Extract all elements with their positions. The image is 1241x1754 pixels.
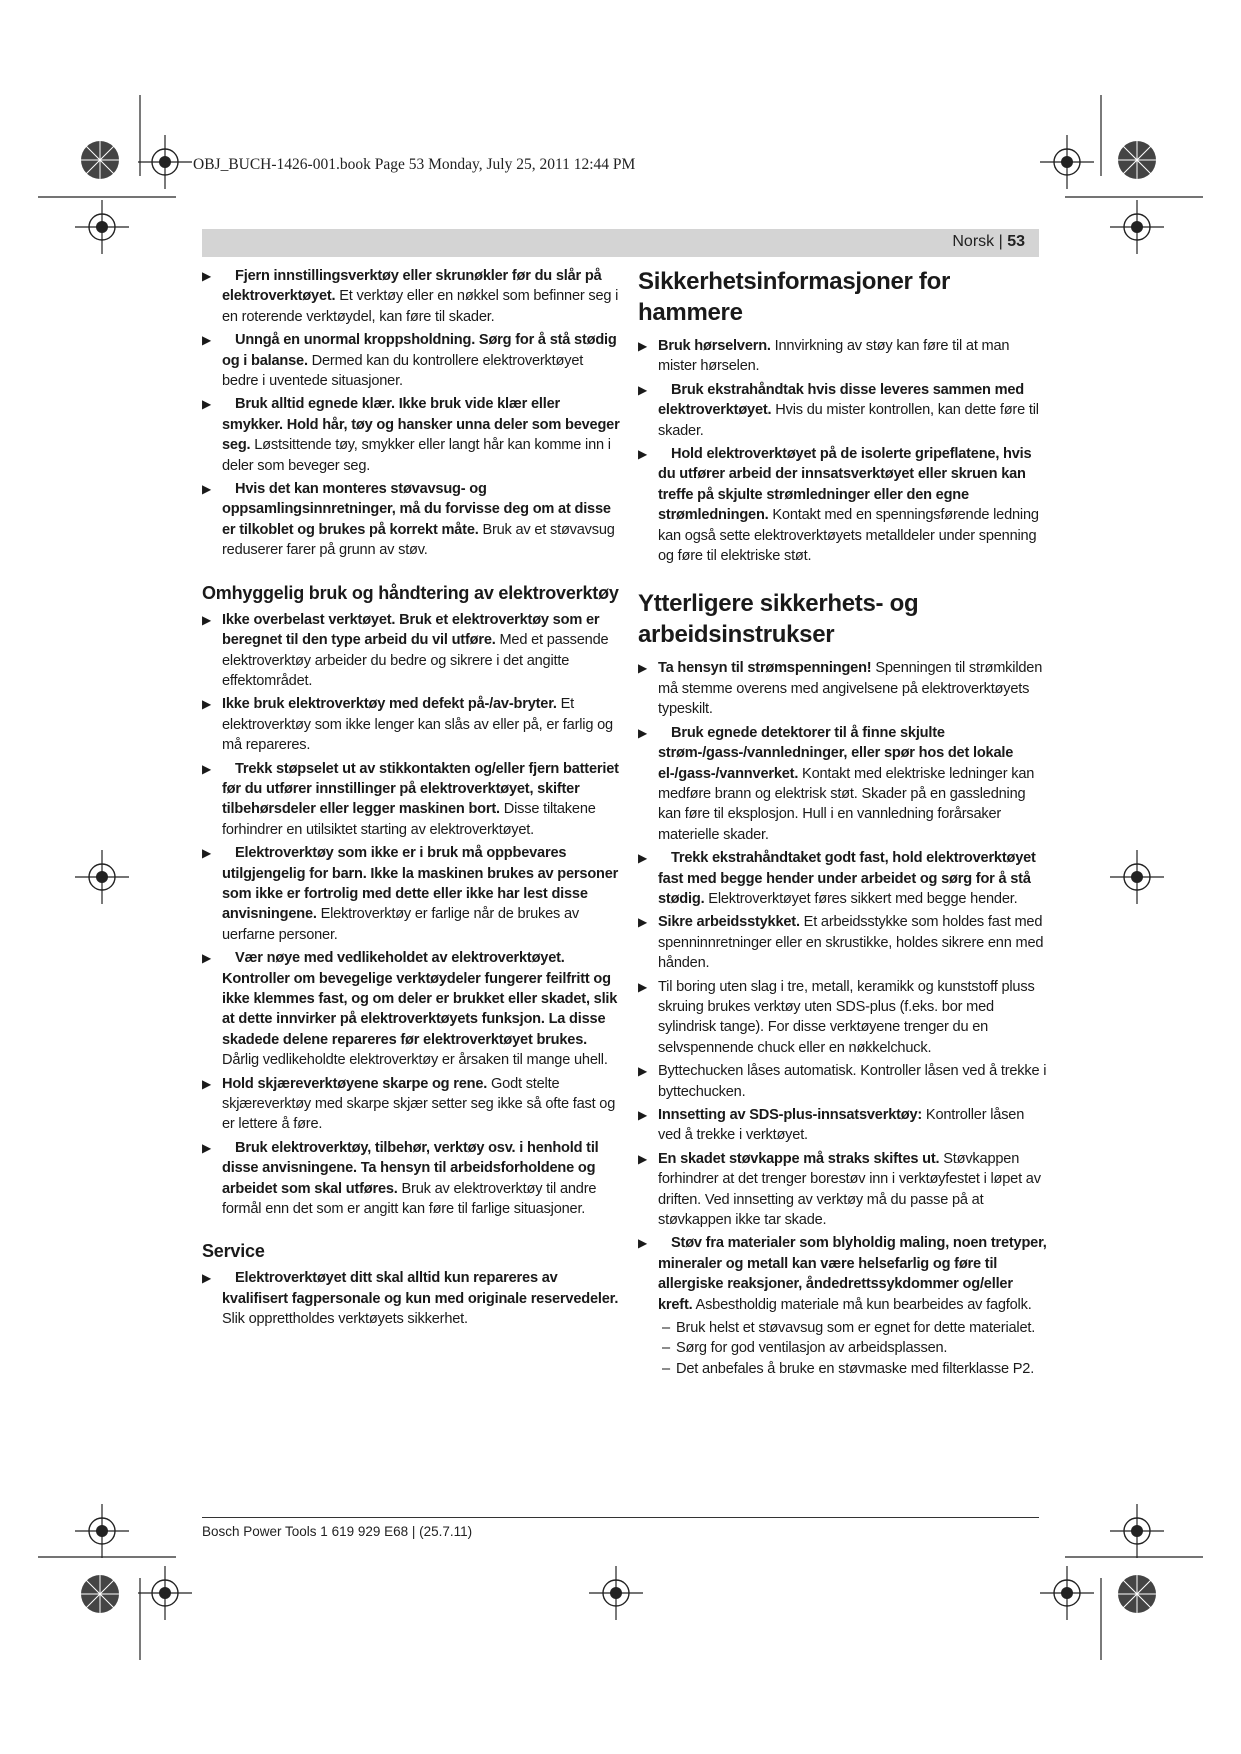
item-text: Løstsittende tøy, smykker eller langt hår kan komme inn i deler som beveger seg.: [222, 437, 611, 474]
list-item: [202, 694, 620, 755]
list-item: [638, 848, 1048, 909]
list-item: [202, 330, 620, 391]
list-item: [638, 336, 1048, 377]
running-header: [202, 229, 1039, 257]
bullet-icon: ▶: [202, 269, 212, 283]
section-heading-hammer: Sikkerhetsinformasjoner for hammere: [638, 268, 950, 326]
bullet-icon: ▶: [638, 1236, 648, 1251]
header-separator: |: [994, 233, 1008, 250]
item-bold: Bruk hørselvern.: [658, 338, 771, 354]
bullet-icon: ▶: [638, 915, 648, 930]
item-bold: Unngå en unormal kroppsholdning. Sørg for å stå stødig og i balanse.: [222, 332, 617, 369]
list-item: [638, 658, 1048, 719]
list-item: [638, 1149, 1048, 1231]
bullet-icon: ▶: [202, 846, 212, 861]
item-text: Byttechucken låses automatisk. Kontroller låsen ved å trekke i byttechucken.: [658, 1063, 1047, 1100]
dash-item-text: Bruk helst et støvavsug som er egnet for dette materialet.: [676, 1320, 1036, 1337]
item-text: Bruk av elektroverktøy til andre formål enn det som er angitt kan føre til farlige situasjoner.: [222, 1180, 597, 1218]
bullet-icon: ▶: [638, 725, 648, 740]
bullet-icon: ▶: [638, 447, 648, 462]
item-bold: Hold elektroverktøyet på de isolerte gripeflatene, hvis du utfører arbeid der innsatsverktøyet eller skruen kan treffe på skjulte strømledninger eller den egne strømledningen.: [658, 446, 1032, 524]
item-bold: Fjern innstillingsverktøy eller skrunøkler før du slår på elektroverktøyet.: [222, 268, 602, 305]
dash-icon: –: [662, 1340, 670, 1357]
dash-item-text: Det anbefales å bruke en støvmaske med filterklasse P2.: [676, 1360, 1035, 1377]
list-item: [638, 1061, 1048, 1102]
item-text: Elektroverktøy er farlige når de brukes av uerfarne personer.: [222, 906, 580, 943]
dash-item-text: Sørg for god ventilasjon av arbeidsplassen.: [676, 1340, 948, 1357]
bullet-icon: ▶: [638, 851, 648, 866]
item-bold: Hvis det kan monteres støvavsug- og oppsamlingsinnretninger, må du forvisse deg om at disse er tilkoblet og brukes på korrekt måte.: [222, 481, 611, 538]
page-number: 53: [1007, 233, 1025, 250]
item-bold: Elektroverktøy som ikke er i bruk må oppbevares utilgjengelig for barn. Ikke la maskinen brukes av personer som ikke er fortrolig med dette eller ikke har lest disse anvisningene.: [222, 845, 619, 923]
section-heading-care: Omhyggelig bruk og håndtering av elektroverktøy: [202, 582, 619, 603]
list-item: [202, 1138, 620, 1220]
item-text: Hvis du mister kontrollen, kan dette føre til skader.: [658, 402, 1039, 439]
dash-item: [638, 1338, 1048, 1358]
bullet-icon: ▶: [202, 951, 212, 966]
item-text: Et elektroverktøy som ikke lenger kan slås av eller på, er farlig og må repareres.: [222, 696, 613, 754]
header-label: [952, 233, 1025, 251]
item-text: Kontakt med en spenningsførende ledning kan også sette elektroverktøyets metalldeler under spenning og føre til elektriske støt.: [658, 507, 1039, 565]
list-item: [202, 266, 620, 327]
item-text: Asbestholdig materiale må kun bearbeides av fagfolk.: [692, 1296, 1032, 1313]
bullet-icon: ▶: [202, 397, 212, 412]
list-item: [638, 977, 1048, 1059]
section-heading-further: Ytterligere sikkerhets- og arbeidsinstrukser: [638, 590, 919, 649]
list-item: [202, 479, 620, 561]
list-item: [638, 1105, 1048, 1146]
bullet-icon: ▶: [202, 761, 212, 776]
list-item: [638, 1233, 1048, 1315]
list-item: [202, 1074, 620, 1135]
bullet-icon: ▶: [202, 482, 212, 497]
item-text: Kontakt med elektriske ledninger kan medføre brann og elektrisk støt. Skader på en gassledning kan føre til eksplosjon. Hull i en vannledning forårsaker materielle skader.: [658, 765, 1035, 843]
item-bold: Trekk ekstrahåndtaket godt fast, hold elektroverktøyet fast med begge hender under arbeidet og sørg for å stå stødig.: [658, 850, 1036, 907]
bullet-icon: ▶: [202, 612, 212, 627]
bullet-icon: ▶: [638, 1151, 648, 1166]
list-item: [202, 843, 620, 945]
item-bold: Hold skjæreverktøyene skarpe og rene.: [222, 1075, 488, 1092]
bullet-icon: ▶: [202, 1076, 212, 1091]
print-slug: OBJ_BUCH-1426-001.book Page 53 Monday, July 25, 2011 12:44 PM: [193, 156, 636, 173]
item-text: Godt stelte skjæreverktøy med skarpe skjær setter seg ikke så ofte fast og er lettere å føre.: [222, 1075, 616, 1133]
item-bold: Sikre arbeidsstykket.: [658, 914, 800, 931]
item-bold: Bruk alltid egnede klær. Ikke bruk vide klær eller smykker. Hold hår, tøy og hansker unna deler som beveger seg.: [222, 396, 620, 454]
list-item: [638, 380, 1048, 441]
item-bold: Trekk støpselet ut av stikkontakten og/eller fjern batteriet før du utfører innstillinger på elektroverktøyet, skifter tilbehørsdeler eller legger maskinen bort.: [222, 760, 619, 818]
header-language: Norsk: [952, 233, 995, 250]
item-text: Dårlig vedlikeholdte elektroverktøy er årsaken til mange uhell.: [222, 1052, 608, 1069]
item-bold: En skadet støvkappe må straks skiftes ut.: [658, 1150, 940, 1167]
bullet-icon: ▶: [638, 979, 648, 994]
item-bold: Ta hensyn til strømspenningen!: [658, 660, 872, 677]
list-item: [638, 723, 1048, 845]
item-text: Bruk av et støvavsug reduserer farer på grunn av støv.: [222, 521, 615, 559]
section-heading-service: Service: [202, 1241, 265, 1262]
list-item: [638, 444, 1048, 566]
left-column: [202, 266, 620, 1333]
item-bold: Elektroverktøyet ditt skal alltid kun repareres av kvalifisert fagpersonale og kun med originale reservedeler.: [222, 1270, 619, 1307]
bullet-icon: ▶: [638, 1064, 648, 1079]
item-bold: Støv fra materialer som blyholdig maling, noen tretyper, mineraler og metall kan være helsefarlig og føre til allergiske reaksjoner, åndedrettssykdommer og/eller kreft.: [658, 1235, 1047, 1313]
item-text: Slik opprettholdes verktøyets sikkerhet.: [222, 1311, 468, 1328]
bullet-icon: ▶: [638, 382, 648, 397]
item-text: Kontroller låsen ved å trekke i verktøyet.: [658, 1107, 1025, 1144]
item-text: Et verktøy eller en nøkkel som befinner seg i en roterende verktøydel, kan føre til skader.: [222, 288, 619, 325]
item-text: Spenningen til strømkilden må stemme overens med angivelsene på elektroverktøyets typeskilt.: [658, 660, 1043, 718]
item-text: Et arbeidsstykke som holdes fast med spenninnretninger eller en skrustikke, holdes sikrere enn med hånden.: [658, 914, 1044, 972]
item-text: Med et passende elektroverktøy arbeider du bedre og sikrere i det angitte effektområdet.: [222, 632, 609, 689]
item-text: Dermed kan du kontrollere elektroverktøyet bedre i uventede situasjoner.: [222, 352, 584, 390]
footer: Bosch Power Tools 1 619 929 E68 | (25.7.11): [202, 1524, 473, 1539]
bullet-icon: ▶: [202, 697, 212, 712]
dash-icon: –: [662, 1320, 670, 1337]
item-bold: Innsetting av SDS-plus-innsatsverktøy:: [658, 1107, 923, 1123]
item-text: Innvirkning av støy kan føre til at man mister hørselen.: [658, 338, 1010, 375]
item-text: Til boring uten slag i tre, metall, keramikk og kunststoff pluss skruing brukes verktøy uten SDS-plus (f.eks. bor med sylindrisk tange). For disse verktøyene trenger du en selvspennende chuck eller en nøkkelchuck.: [658, 978, 1035, 1056]
item-text: Elektroverktøyet føres sikkert med begge hender.: [704, 890, 1018, 907]
bullet-icon: ▶: [638, 339, 648, 353]
list-item: [202, 1268, 620, 1329]
bullet-icon: ▶: [638, 1108, 648, 1122]
dash-icon: –: [662, 1360, 670, 1377]
dash-item: [638, 1359, 1048, 1379]
list-item: [202, 759, 620, 841]
item-bold: Vær nøye med vedlikeholdet av elektroverktøyet. Kontroller om bevegelige verktøydeler fungerer feilfritt og ikke klemmes fast, og om deler er brukket eller skadet, slik at dette innvirker på elektroverktøyets funksjon. La disse skadede delene repareres før elektroverktøyet brukes.: [222, 950, 618, 1048]
bullet-icon: ▶: [202, 1140, 212, 1155]
item-bold: Ikke overbelast verktøyet. Bruk et elektroverktøy som er beregnet til den type arbeid du vil utføre.: [222, 611, 600, 649]
item-text: Støvkappen forhindrer at det trenger borestøv inn i verktøyfestet i løpet av driften. Ved innsetting av verktøy må du passe på at støvkappen ikke tar skade.: [658, 1150, 1041, 1229]
footer-rule: [202, 1517, 1039, 1518]
item-bold: Bruk ekstrahåndtak hvis disse leveres sammen med elektroverktøyet.: [658, 381, 1024, 419]
item-bold: Bruk elektroverktøy, tilbehør, verktøy osv. i henhold til disse anvisningene. Ta hensyn til arbeidsforholdene og arbeidet som skal utføres.: [222, 1139, 599, 1197]
item-bold: Ikke bruk elektroverktøy med defekt på-/av-bryter.: [222, 696, 557, 713]
item-bold: Bruk egnede detektorer til å finne skjulte strøm-/gass-/vannledninger, eller spør hos det lokale el-/gass-/vannverket.: [658, 724, 1014, 782]
list-item: [202, 948, 620, 1070]
list-item: [638, 912, 1048, 973]
bullet-icon: ▶: [202, 1271, 212, 1286]
bullet-icon: ▶: [202, 333, 212, 348]
dash-item: [638, 1318, 1048, 1338]
right-column: [638, 266, 1048, 1379]
list-item: [202, 394, 620, 476]
item-text: Disse tiltakene forhindrer en utilsiktet starting av elektroverktøyet.: [222, 801, 596, 838]
list-item: [202, 610, 620, 692]
bullet-icon: ▶: [638, 661, 648, 676]
